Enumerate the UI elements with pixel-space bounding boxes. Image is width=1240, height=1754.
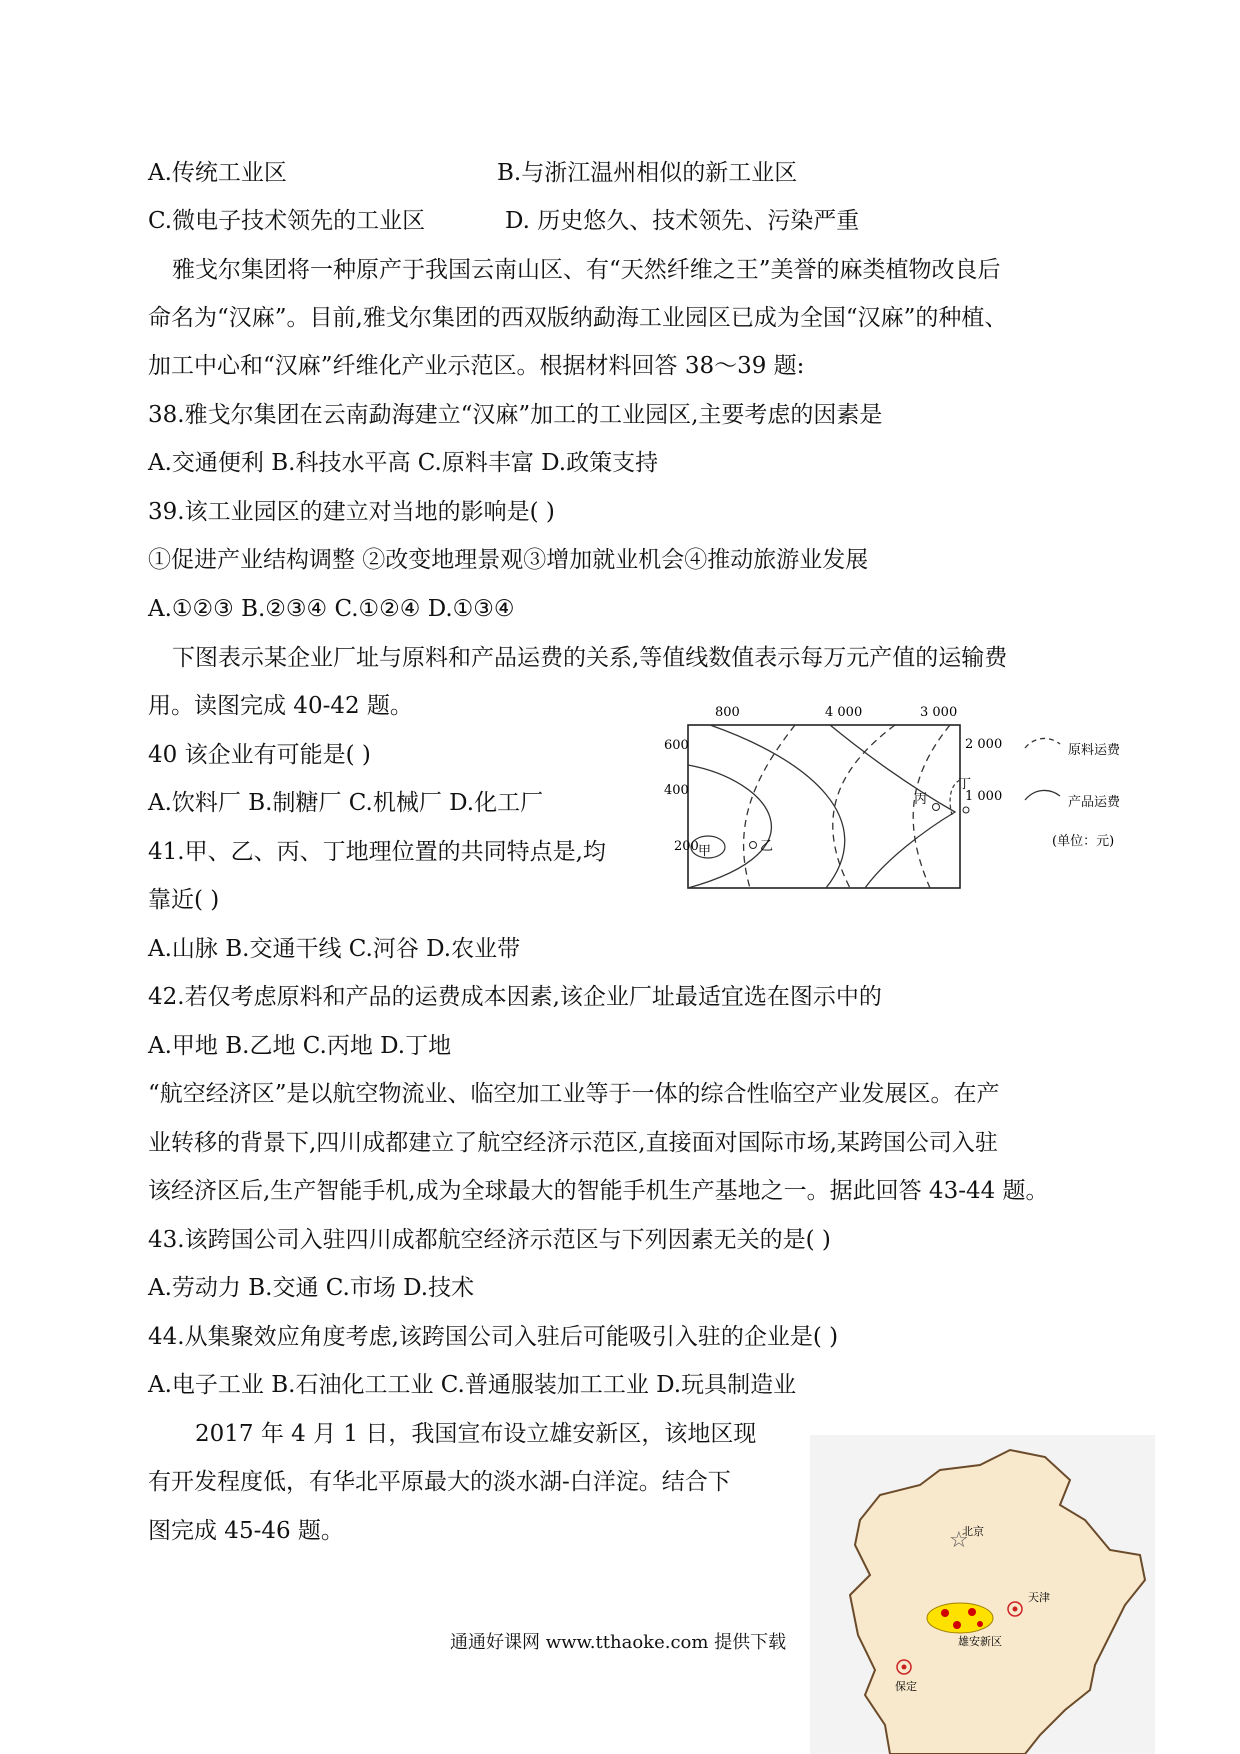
paragraph-hanma-1: 雅戈尔集团将一种原产于我国云南山区、有“天然纤维之王”美誉的麻类植物改良后 — [172, 257, 1001, 283]
tianjin-marker-dot — [1013, 1607, 1018, 1612]
legend-raw-line — [1025, 738, 1060, 748]
option-a-text: A.传统工业区 — [148, 160, 287, 186]
question-39: 39.该工业园区的建立对当地的影响是( ) — [148, 499, 555, 525]
question-44-options: A.电子工业 B.石油化工工业 C.普通服装加工工业 D.玩具制造业 — [148, 1372, 797, 1398]
legend-product-label: 产品运费 — [1068, 795, 1121, 810]
label-1000: 1 000 — [965, 789, 1003, 804]
place-ding: 丁 — [958, 777, 972, 792]
place-marker-bing — [933, 804, 940, 811]
label-800: 800 — [715, 705, 740, 720]
option-b-text: B.与浙江温州相似的新工业区 — [497, 160, 798, 186]
transport-cost-isoline-diagram — [650, 700, 1140, 905]
xiongan-dot-3 — [953, 1621, 961, 1629]
place-yi: 乙 — [760, 839, 774, 854]
place-marker-yi — [750, 842, 757, 849]
paragraph-aviation-2: 业转移的背景下,四川成都建立了航空经济示范区,直接面对国际市场,某跨国公司入驻 — [148, 1130, 998, 1156]
legend-raw-label: 原料运费 — [1068, 743, 1121, 758]
question-42-options: A.甲地 B.乙地 C.丙地 D.丁地 — [148, 1033, 452, 1059]
paragraph-xiongan-3: 图完成 45-46 题。 — [148, 1518, 344, 1544]
place-marker-ding — [963, 807, 969, 813]
baoding-marker-dot — [902, 1665, 907, 1670]
footer-source: 通通好课网 www.tthaoke.com 提供下载 — [450, 1632, 787, 1653]
paragraph-hanma-2: 命名为“汉麻”。目前,雅戈尔集团的西双版纳勐海工业园区已成为全国“汉麻”的种植、 — [148, 305, 1008, 331]
paragraph-hanma-3: 加工中心和“汉麻”纤维化产业示范区。根据材料回答 38～39 题: — [148, 353, 805, 379]
beijing-star-icon: ☆ — [949, 1528, 969, 1553]
option-d-text: D. 历史悠久、技术领先、污染严重 — [505, 208, 860, 234]
place-jia: 甲 — [698, 844, 712, 859]
question-39-statements: ①促进产业结构调整 ②改变地理景观③增加就业机会④推动旅游业发展 — [148, 547, 869, 573]
label-400: 400 — [664, 783, 689, 798]
label-3000: 3 000 — [920, 705, 958, 720]
xiongan-region-map — [810, 1435, 1155, 1754]
paragraph-transport-1: 下图表示某企业厂址与原料和产品运费的关系,等值线数值表示每万元产值的运输费 — [172, 645, 1008, 671]
xiongan-dot-4 — [977, 1621, 983, 1627]
map-label-xiongan: 雄安新区 — [958, 1635, 1002, 1648]
question-39-options: A.①②③ B.②③④ C.①②④ D.①③④ — [148, 596, 515, 622]
diagram-unit: (单位：元) — [1052, 834, 1115, 849]
question-40-options: A.饮料厂 B.制糖厂 C.机械厂 D.化工厂 — [148, 790, 544, 816]
paragraph-transport-2: 用。读图完成 40-42 题。 — [148, 693, 413, 719]
label-200: 200 — [674, 839, 699, 854]
label-4000: 4 000 — [825, 705, 863, 720]
xiongan-dot-1 — [941, 1609, 949, 1617]
question-40: 40 该企业有可能是( ) — [148, 742, 371, 768]
map-label-baoding: 保定 — [895, 1680, 917, 1693]
paragraph-xiongan-2: 有开发程度低，有华北平原最大的淡水湖-白洋淀。结合下 — [148, 1469, 731, 1495]
question-41-options: A.山脉 B.交通干线 C.河谷 D.农业带 — [148, 936, 521, 962]
paragraph-aviation-1: “航空经济区”是以航空物流业、临空加工业等于一体的综合性临空产业发展区。在产 — [148, 1081, 1000, 1107]
question-42: 42.若仅考虑原料和产品的运费成本因素,该企业厂址最适宜选在图示中的 — [148, 984, 882, 1010]
question-41: 41.甲、乙、丙、丁地理位置的共同特点是,均 — [148, 839, 606, 865]
question-41-cont: 靠近( ) — [148, 887, 220, 913]
question-44: 44.从集聚效应角度考虑,该跨国公司入驻后可能吸引入驻的企业是( ) — [148, 1324, 839, 1350]
isoline-product-3 — [688, 765, 774, 888]
xiongan-area — [927, 1603, 993, 1633]
paragraph-aviation-3: 该经济区后,生产智能手机,成为全球最大的智能手机生产基地之一。据此回答 43-44 题。 — [148, 1178, 1049, 1204]
label-2000: 2 000 — [965, 737, 1003, 752]
map-label-beijing: 北京 — [962, 1525, 984, 1538]
paragraph-xiongan-1: 2017 年 4 月 1 日，我国宣布设立雄安新区，该地区现 — [195, 1421, 757, 1447]
isoline-raw-2 — [833, 725, 895, 888]
legend-product-line — [1025, 790, 1060, 800]
label-600: 600 — [664, 738, 689, 753]
place-bing: 丙 — [914, 792, 928, 807]
xiongan-dot-2 — [968, 1608, 976, 1616]
map-label-tianjin: 天津 — [1028, 1591, 1050, 1604]
option-c-text: C.微电子技术领先的工业区 — [148, 208, 426, 234]
question-43-options: A.劳动力 B.交通 C.市场 D.技术 — [148, 1275, 475, 1301]
question-38: 38.雅戈尔集团在云南勐海建立“汉麻”加工的工业园区,主要考虑的因素是 — [148, 402, 883, 428]
question-38-options: A.交通便利 B.科技水平高 C.原料丰富 D.政策支持 — [148, 450, 659, 476]
isoline-raw-1 — [744, 725, 795, 888]
question-43: 43.该跨国公司入驻四川成都航空经济示范区与下列因素无关的是( ) — [148, 1227, 831, 1253]
